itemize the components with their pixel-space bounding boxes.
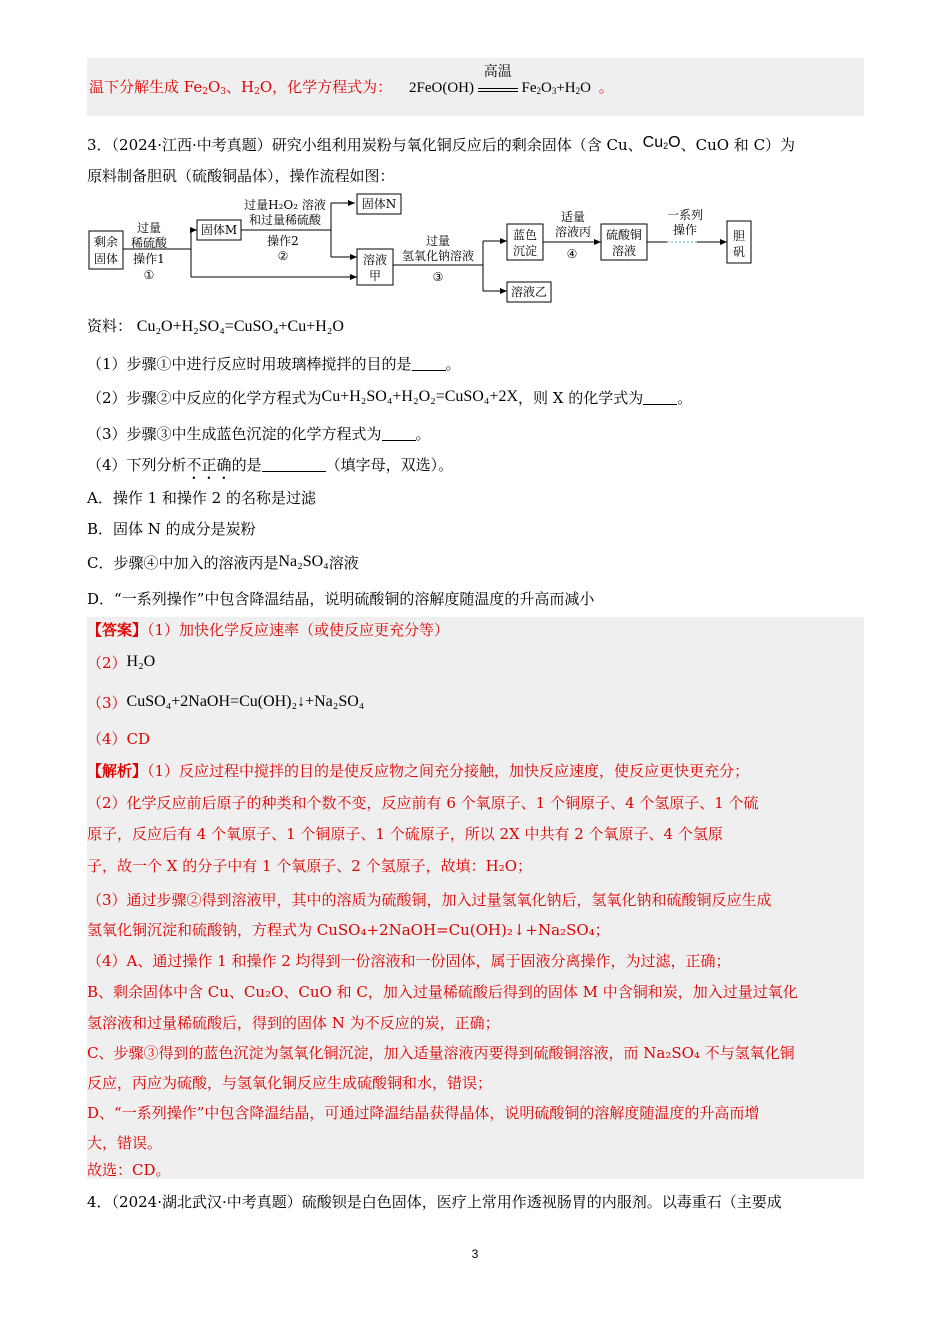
page-number: 3 bbox=[471, 1247, 479, 1261]
label-op4-top2: 溶液丙 bbox=[554, 225, 592, 239]
sub-question-4: （4）下列分析不正确的是 （填字母，双选）。 bbox=[87, 456, 454, 474]
analysis-p2-2: 原子，反应后有 4 个氧原子、1 个铜原子、1 个硫原子，所以 2X 中共有 2 个氧原子、4 个氢原 bbox=[87, 825, 723, 843]
option-d: D．“一系列操作”中包含降温结晶，说明硫酸铜的溶解度随温度的升高而减小 bbox=[87, 590, 595, 608]
analysis-p4-7: 大，错误。 bbox=[87, 1134, 163, 1152]
label-sol-a-1: 溶液 bbox=[362, 253, 388, 267]
sub-question-3: （3）步骤③中生成蓝色沉淀的化学方程式为 。 bbox=[87, 425, 431, 443]
label-op3-top2: 氢氧化钠溶液 bbox=[401, 249, 475, 263]
label-op3-step: ③ bbox=[432, 270, 444, 284]
label-residue-2: 固体 bbox=[93, 252, 119, 266]
label-blue-1: 蓝色 bbox=[512, 228, 538, 242]
label-op5-top2: 操作 bbox=[672, 223, 698, 237]
label-solid-m: 固体M bbox=[200, 223, 238, 237]
top-analysis-box bbox=[87, 58, 864, 116]
analysis-p4-3: 氢溶液和过量稀硫酸后，得到的固体 N 为不反应的炭，正确； bbox=[87, 1014, 500, 1032]
top-box-equation: 2FeO(OH) 高温 $Fe_2O_3+H_2O$ 。 bbox=[409, 64, 614, 96]
label-alum-1: 胆 bbox=[732, 229, 746, 243]
analysis-line-1: 【解析】（1）反应过程中搅拌的目的是使反应物之间充分接触，加快反应速度，使反应更快更充分； bbox=[87, 762, 750, 780]
label-op1-top2: 稀硫酸 bbox=[130, 236, 168, 250]
label-op5-top1: 一系列 bbox=[666, 208, 704, 222]
label-sol-a-2: 甲 bbox=[368, 269, 382, 283]
cu2o-formula: $Cu_2O$ bbox=[642, 134, 681, 151]
analysis-p4-2: B、剩余固体中含 Cu、Cu₂O、CuO 和 C，加入过量稀硫酸后得到的固体 M 中含铜和炭，加入过量过氧化 bbox=[87, 983, 798, 1001]
question4-line1: 4．（2024·湖北武汉·中考真题）硫酸钡是白色固体，医疗上常用作透视肠胃的内服剂。以毒重石（主要成 bbox=[87, 1193, 782, 1211]
label-residue-1: 剩余 bbox=[93, 235, 119, 249]
analysis-conclusion: 故选：CD。 bbox=[87, 1161, 171, 1179]
label-cuso4-2: 溶液 bbox=[611, 244, 637, 258]
analysis-p4-6: D、“一系列操作”中包含降温结晶，可通过降温结晶获得晶体，说明硫酸铜的溶解度随温度的升高而增 bbox=[87, 1104, 760, 1122]
label-op4-top1: 适量 bbox=[560, 210, 586, 224]
analysis-p3-2: 氢氧化铜沉淀和硫酸钠，方程式为 CuSO₄+2NaOH=Cu(OH)₂↓+Na₂SO₄； bbox=[87, 921, 610, 939]
analysis-p2-3: 子，故一个 X 的分子中有 1 个氧原子、2 个氢原子，故填：H₂O； bbox=[87, 857, 533, 875]
sub-question-2: （2）步骤②中反应的化学方程式为Cu+H₂SO₄+H₂O₂=CuSO₄+2X，则 X 的化学式为 。 bbox=[87, 388, 693, 407]
label-op1-bottom: 操作1 bbox=[133, 252, 165, 266]
answer-line-1: 【答案】（1）加快化学反应速率（或使反应更充分等） bbox=[87, 621, 450, 639]
analysis-p3-1: （3）通过步骤②得到溶液甲，其中的溶质为硫酸铜，加入过量氢氧化钠后，氢氧化钠和硫酸铜反应生成 bbox=[87, 891, 772, 909]
label-op2-top1: 过量H₂O₂ 溶液 bbox=[244, 198, 326, 212]
label-blue-2: 沉淀 bbox=[512, 244, 538, 258]
high-temp-condition: 高温 bbox=[478, 81, 518, 92]
label-alum-2: 矾 bbox=[732, 245, 746, 259]
process-flow-diagram bbox=[87, 193, 767, 305]
option-b: B．固体 N 的成分是炭粉 bbox=[87, 520, 256, 538]
answer-line-4: （4）CD bbox=[87, 730, 151, 748]
label-solid-n: 固体N bbox=[361, 197, 397, 211]
answer-blank-3[interactable] bbox=[382, 426, 416, 441]
option-c: C．步骤④中加入的溶液丙是Na₂SO₄溶液 bbox=[87, 553, 359, 572]
label-op1-step: ① bbox=[143, 268, 155, 282]
label-op2-top2: 和过量稀硫酸 bbox=[248, 213, 322, 227]
analysis-p4-5: 反应，丙应为硫酸，与氢氧化铜反应生成硫酸铜和水，错误； bbox=[87, 1074, 493, 1092]
analysis-p4-4: C、步骤③得到的蓝色沉淀为氢氧化铜沉淀，加入适量溶液丙要得到硫酸铜溶液，而 Na₂SO₄ 不与氢氧化铜 bbox=[87, 1044, 795, 1062]
answer-blank-4[interactable] bbox=[262, 457, 326, 472]
analysis-p4-1: （4）A、通过操作 1 和操作 2 均得到一份溶液和一份固体，属于固液分离操作，为过滤，正确； bbox=[87, 952, 731, 970]
label-op2-bottom: 操作2 bbox=[267, 234, 299, 248]
label-sol-b: 溶液乙 bbox=[510, 285, 548, 299]
option-a: A．操作 1 和操作 2 的名称是过滤 bbox=[87, 489, 316, 507]
answer-line-2: （2）H₂O bbox=[87, 653, 156, 672]
label-op1-top1: 过量 bbox=[136, 221, 162, 235]
answer-blank-1[interactable] bbox=[412, 356, 446, 371]
reference-line: 资料： Cu₂O+H₂SO₄=CuSO₄+Cu+H₂O bbox=[87, 317, 344, 335]
question3-line2: 原料制备胆矾（硫酸铜晶体），操作流程如图： bbox=[87, 167, 395, 185]
top-box-line: 温下分解生成 $Fe_2O_3$、$H_2O$，化学方程式为： bbox=[89, 78, 393, 97]
sub-question-1: （1）步骤①中进行反应时用玻璃棒搅拌的目的是 。 bbox=[87, 355, 461, 373]
label-op4-step: ④ bbox=[566, 247, 578, 261]
question3-line1: 3．（2024·江西·中考真题）研究小组利用炭粉与氧化铜反应后的剩余固体（含 Cu、$Cu_2O$、CuO 和 C）为 bbox=[87, 134, 796, 154]
label-op3-top1: 过量 bbox=[425, 234, 451, 248]
analysis-p2-1: （2）化学反应前后原子的种类和个数不变，反应前有 6 个氧原子、1 个铜原子、4 个氢原子、1 个硫 bbox=[87, 794, 759, 812]
answer-blank-2[interactable] bbox=[643, 390, 677, 405]
label-cuso4-1: 硫酸铜 bbox=[605, 228, 643, 242]
label-op2-step: ② bbox=[277, 249, 289, 263]
answer-line-3: （3）CuSO₄+2NaOH=Cu(OH)₂↓+Na₂SO₄ bbox=[87, 693, 365, 712]
